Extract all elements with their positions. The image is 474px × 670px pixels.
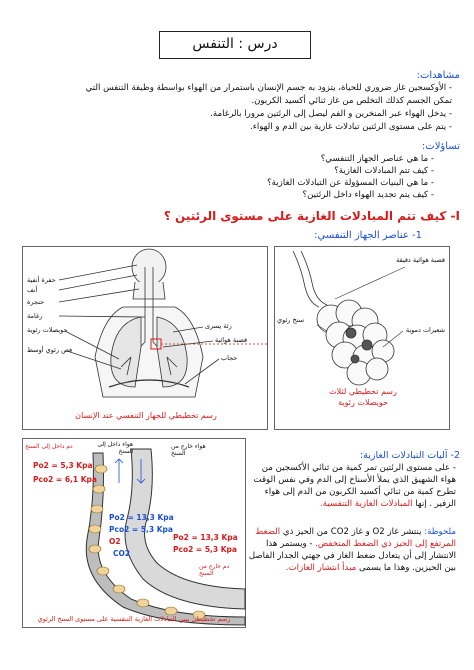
observation-item: - الأوكسجين غاز ضروري للحياة، يتزود به جسم الإنسان باستمرار من الهواء بواسطة وظيفة التنفس التي <box>85 83 452 93</box>
lesson-title: درس : التنفس <box>159 31 311 59</box>
gas-mid-po2: Po2 = 13,3 Kpa <box>109 513 174 522</box>
gas-right-po2: Po2 = 13,3 Kpa <box>173 533 238 542</box>
section-1-title: I- كيف تتم المبادلات الغازية على مستوى الرئتين ؟ <box>163 209 460 223</box>
label-diaphragm: حجاب <box>221 354 238 362</box>
alveoli-caption-line-2: حويصلات رئوية <box>338 398 388 407</box>
observation-item: تمكن الجسم كذلك التخلص من غاز ثنائي أكسيد الكربون. <box>251 96 452 106</box>
label-air-out: هواء خارج من السنخ <box>171 443 206 457</box>
note-block: ملحوظة: ينتشر غاز O2 و غاز CO2 من الحيز ذي الضغط المرتفع إلى الحيز ذي الضغط المنخفض. - ويستمر هذا الانتشار إلى أن يتعادل ضغط الغاز في جهتي الجدار الفاصل بين الحيزين. وهذا ما يسمى مبدأ انتشار الغازات. <box>248 527 456 573</box>
label-blood-in: دم داخل إلى السنخ <box>25 443 73 450</box>
label-middle-lobe: فص رئوي أوسط <box>27 346 73 354</box>
question-item: - كيف تتم المبادلات الغازية؟ <box>334 166 434 176</box>
section-2-title: 2- آليات التبادلات الغازية: <box>359 450 460 461</box>
gas-o2-label: O2 <box>109 537 121 546</box>
gas-co2-label: CO2 <box>113 549 131 558</box>
label-left-lung: رئة يسرى <box>205 322 232 330</box>
label-capillaries: شعيرات دموية <box>405 326 445 334</box>
label-larynx: حنجرة <box>27 298 45 306</box>
observations-heading: مشاهدات: <box>416 70 460 81</box>
label-lung-sac: سنخ رئوي <box>277 316 305 324</box>
alveoli-figure <box>274 246 450 430</box>
label-nose: أنف <box>27 286 38 294</box>
label-alveoli: حويصلات رئوية <box>27 326 68 334</box>
questions-heading: تساؤلات: <box>421 141 460 152</box>
gas-right-pco2: Pco2 = 5,3 Kpa <box>173 545 237 554</box>
question-item: - كيف يتم تجديد الهواء داخل الرئتين؟ <box>302 190 434 200</box>
gas-mid-pco2: Pco2 = 5,3 Kpa <box>109 525 173 534</box>
section-2-body: - على مستوى الرئتين تمر كمية من ثنائي الأكسجين من هواء الشهيق الذي يملأ الأسناخ إلى الدم وفي نفس الوقت تطرح كمية من ثنائي أكسيد الكربون من الدم إلى هواء الزفير . إنها المبادلات الغازية التنفسية. <box>253 463 456 509</box>
label-bronchus: قصبة هوائية <box>215 336 248 344</box>
observation-item: - يدخل الهواء عبر المنخرين و الفم ليصل إلى الرئتين مرورا بالرغامة. <box>210 109 452 119</box>
label-blood-out: دم خارج من السنخ <box>199 563 230 577</box>
gas-top-pco2: Pco2 = 6,1 Kpa <box>33 475 97 484</box>
gas-exchange-figure <box>22 438 246 628</box>
label-small-bronchiole: قصبة هوائية دقيقة <box>396 256 445 264</box>
section-1-subtitle: 1- عناصر الجهاز التنفسي: <box>314 230 422 241</box>
alveoli-caption-line-1: رسم تخطيطي لثلاث <box>329 387 397 396</box>
gas-exchange-caption: رسم تخطيطي يبين التبادلات الغازية التنفسية على مستوى السنخ الرئوي <box>37 615 231 623</box>
label-nasal-cavity: حفرة أنفية <box>27 276 56 284</box>
label-trachea: رغامة <box>27 312 43 320</box>
respiratory-system-caption: رسم تخطيطي للجهاز التنفسي عند الإنسان <box>75 411 217 420</box>
gas-top-po2: Po2 = 5,3 Kpa <box>33 461 93 470</box>
respiratory-system-figure <box>22 246 268 430</box>
questions-list <box>134 153 434 201</box>
observations-list <box>44 82 452 134</box>
question-item: - ما هي البنيات المسؤولة عن التبادلات الغازية؟ <box>267 178 434 188</box>
label-air-in: هواء داخل إلى السنخ <box>97 441 133 455</box>
question-item: - ما هي عناصر الجهاز التنفسي؟ <box>320 154 434 164</box>
observation-item: - يتم على مستوى الرئتين تبادلات غازية بين الدم و الهواء. <box>250 122 452 132</box>
